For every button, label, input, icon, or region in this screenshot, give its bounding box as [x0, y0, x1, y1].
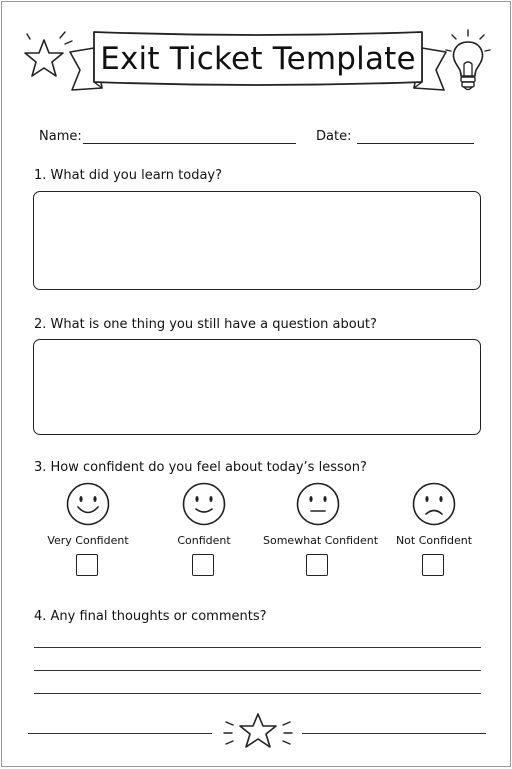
star-icon	[16, 28, 78, 88]
question-2-label: 2. What is one thing you still have a question about?	[34, 317, 377, 332]
name-field[interactable]	[83, 143, 296, 144]
comment-line-2[interactable]	[34, 670, 481, 671]
very-confident-checkbox[interactable]	[76, 554, 98, 576]
confidence-label: Very Confident	[47, 534, 129, 547]
smile-face-icon	[182, 482, 226, 526]
somewhat-confident-checkbox[interactable]	[306, 554, 328, 576]
date-label: Date:	[316, 129, 352, 144]
page-title: Exit Ticket Template	[100, 41, 416, 77]
question-2-answer-box[interactable]	[33, 339, 481, 435]
confident-checkbox[interactable]	[192, 554, 214, 576]
question-4-label: 4. Any final thoughts or comments?	[34, 609, 267, 624]
footer-divider-left	[28, 733, 212, 734]
question-1-answer-box[interactable]	[33, 191, 481, 290]
question-3-label: 3. How confident do you feel about today’s lesson?	[34, 460, 367, 475]
neutral-face-icon	[296, 482, 340, 526]
star-icon	[218, 708, 298, 754]
confidence-label: Not Confident	[395, 534, 473, 547]
confidence-option-somewhat-confident	[263, 482, 379, 582]
name-label: Name:	[39, 129, 82, 144]
lightbulb-icon	[442, 26, 498, 98]
date-field[interactable]	[357, 143, 474, 144]
question-1-label: 1. What did you learn today?	[34, 168, 223, 183]
comment-line-3[interactable]	[34, 693, 481, 694]
confidence-label: Confident	[177, 534, 231, 547]
confidence-option-confident	[149, 482, 259, 582]
not-confident-checkbox[interactable]	[422, 554, 444, 576]
footer-divider-right	[302, 733, 486, 734]
comment-line-1[interactable]	[34, 647, 481, 648]
confidence-option-not-confident	[379, 482, 489, 582]
confidence-label: Somewhat Confident	[263, 534, 379, 547]
confidence-option-very-confident	[33, 482, 143, 582]
big-smile-face-icon	[66, 482, 110, 526]
frown-face-icon	[412, 482, 456, 526]
exit-ticket-page	[1, 1, 511, 767]
